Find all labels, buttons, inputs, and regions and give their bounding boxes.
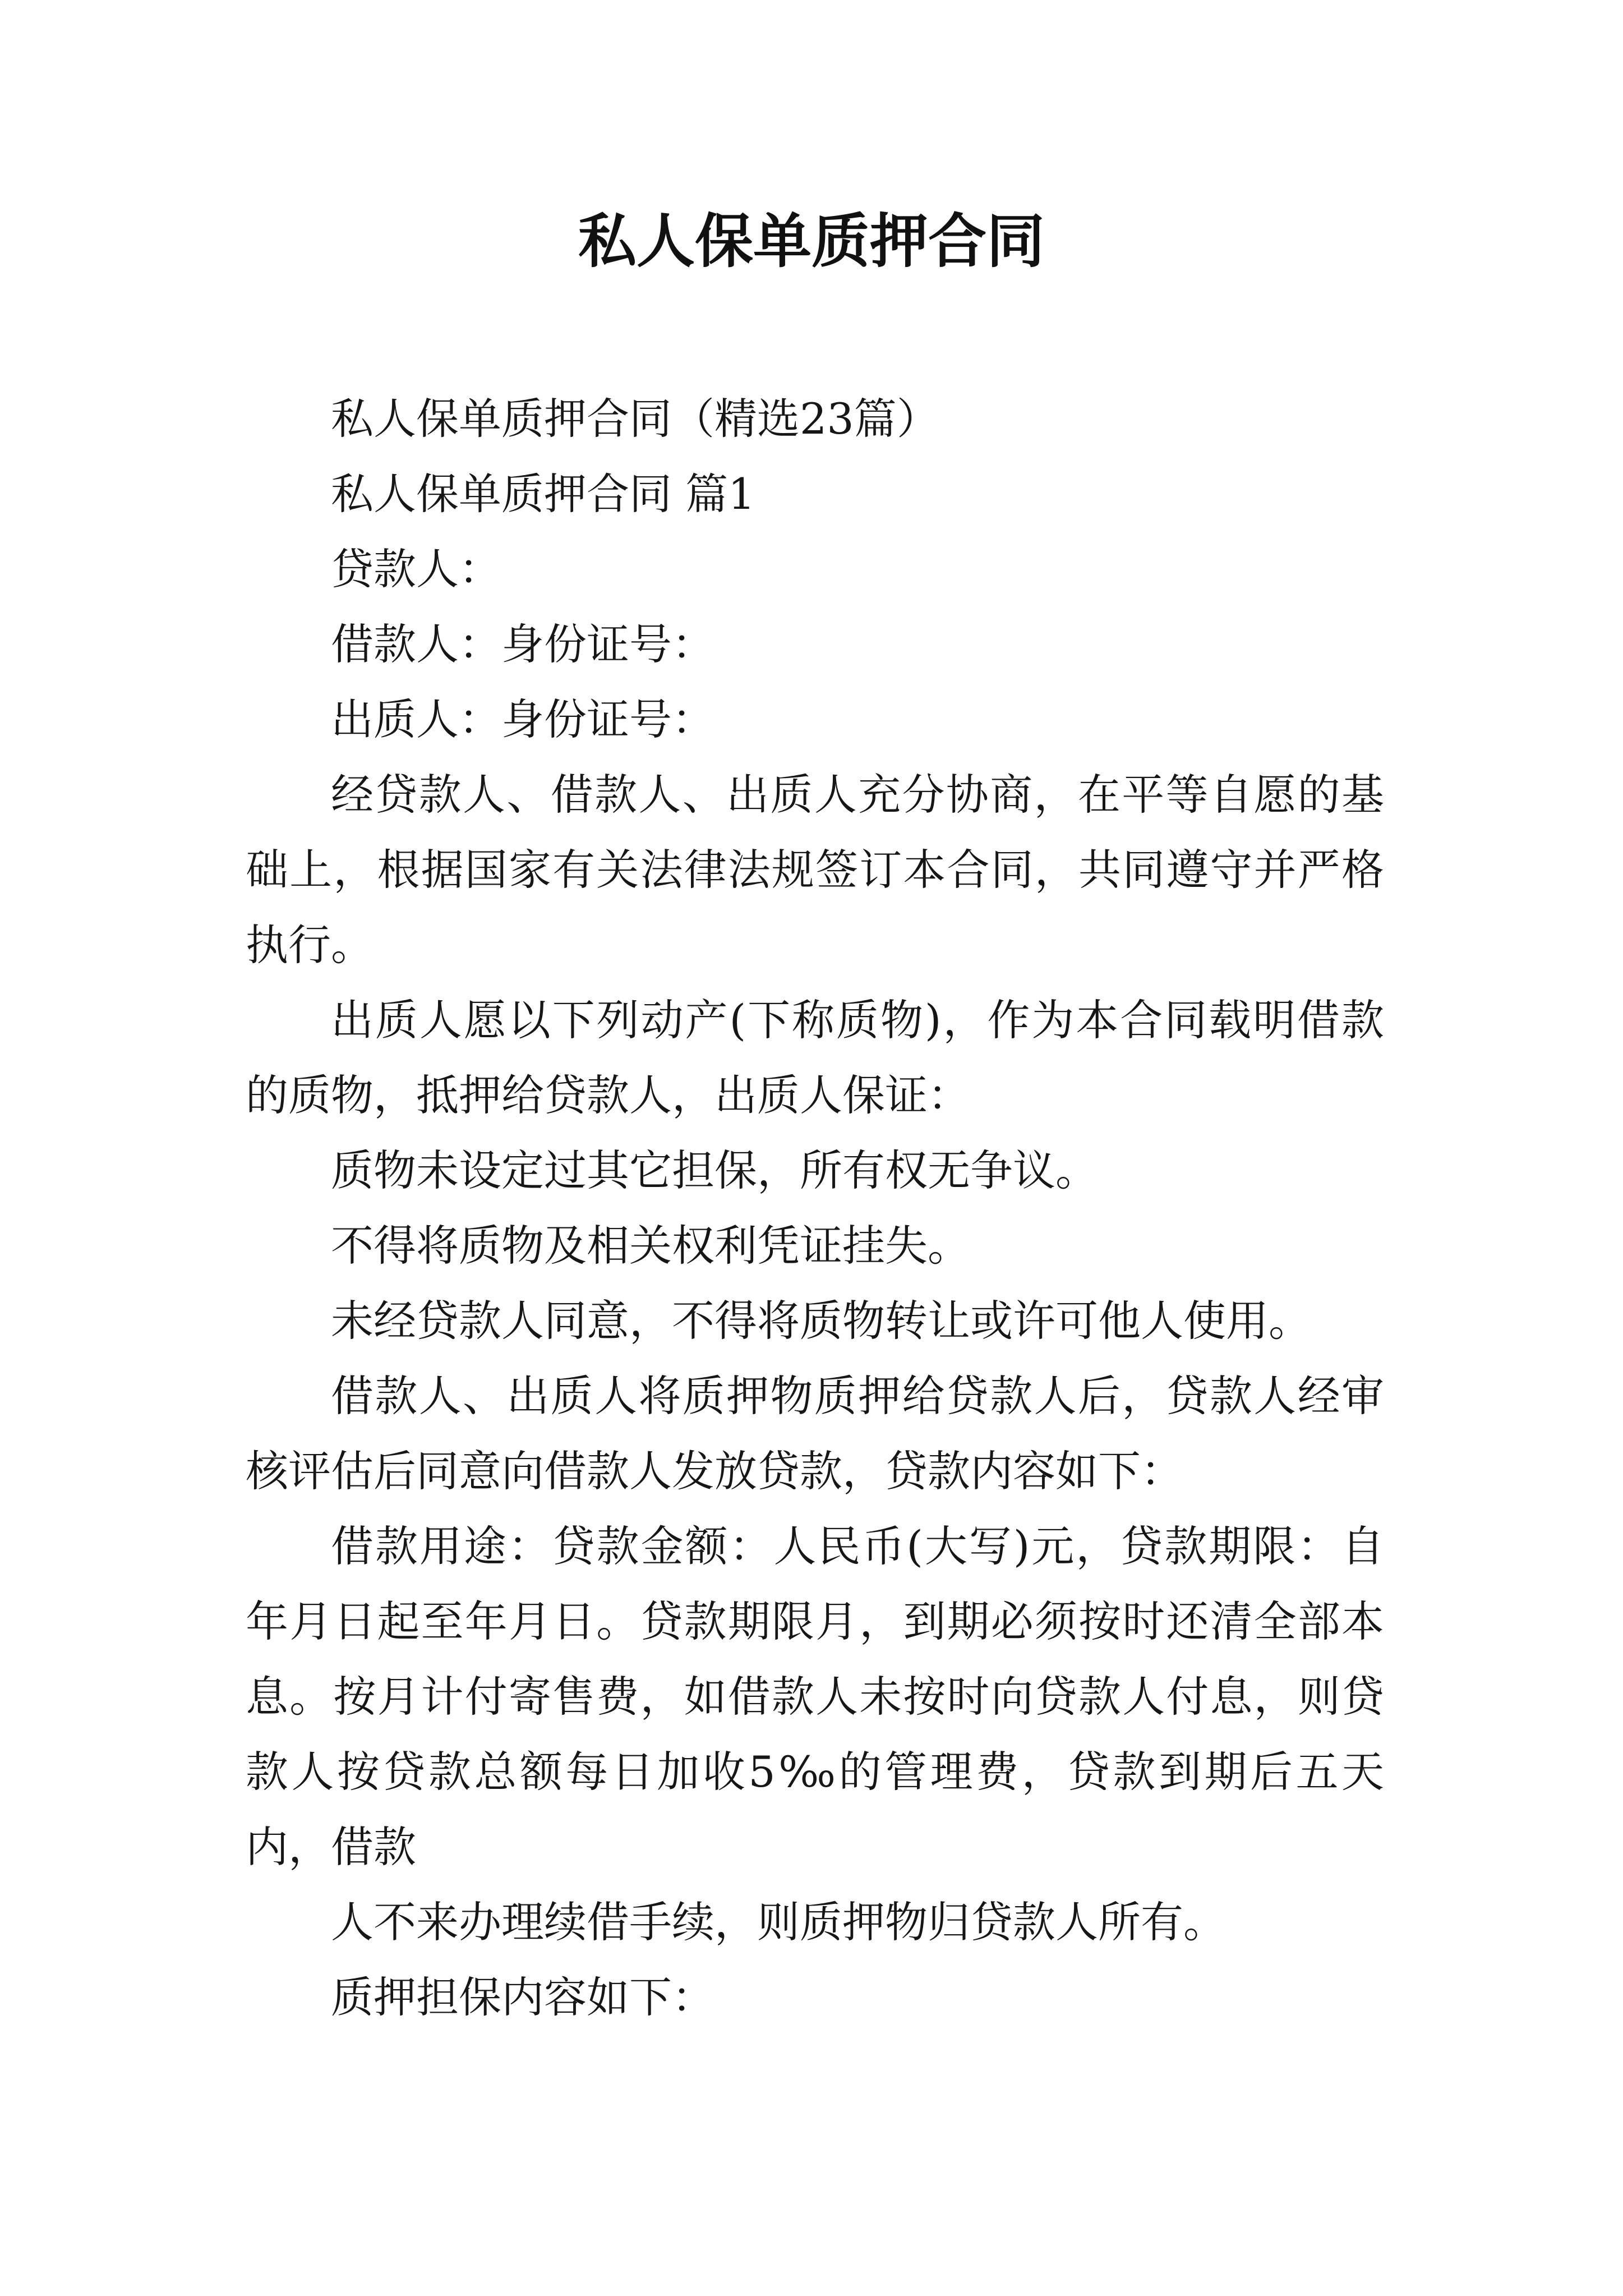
paragraph: 借款人、出质人将质押物质押给贷款人后，贷款人经审核评估后同意向借款人发放贷款，贷款内容如下：: [246, 1371, 1384, 1496]
paragraph: 人不来办理续借手续，则质押物归贷款人所有。: [331, 1897, 1226, 1947]
paragraph-lender: 贷款人：: [331, 544, 501, 594]
paragraph: 出质人愿以下列动产(下称质物)，作为本合同载明借款的质物，抵押给贷款人，出质人保证：: [246, 995, 1384, 1120]
paragraph-subtitle: 私人保单质押合同（精选23篇）: [331, 394, 939, 444]
paragraph-section-heading: 私人保单质押合同 篇1: [331, 469, 755, 519]
paragraph: 不得将质物及相关权利凭证挂失。: [331, 1221, 970, 1271]
document-body: [246, 381, 1384, 2035]
paragraph: 借款用途：贷款金额：人民币(大写)元，贷款期限：自年月日起至年月日。贷款期限月，到期必须按时还清全部本息。按月计付寄售费，如借款人未按时向贷款人付息，则贷款人按贷款总额每日加收5‰的管理费，贷款到期后五天内，借款: [246, 1521, 1384, 1872]
document-title: 私人保单质押合同: [578, 206, 1045, 275]
paragraph: 质押担保内容如下：: [331, 1972, 714, 2022]
paragraph-borrower: 借款人：身份证号：: [331, 619, 714, 669]
paragraph: 经贷款人、借款人、出质人充分协商，在平等自愿的基础上，根据国家有关法律法规签订本合同，共同遵守并严格执行。: [246, 770, 1384, 970]
paragraph-pledgor: 出质人：身份证号：: [331, 694, 714, 744]
paragraph: 质物未设定过其它担保，所有权无争议。: [331, 1145, 1098, 1195]
paragraph: 未经贷款人同意，不得将质物转让或许可他人使用。: [331, 1296, 1311, 1346]
